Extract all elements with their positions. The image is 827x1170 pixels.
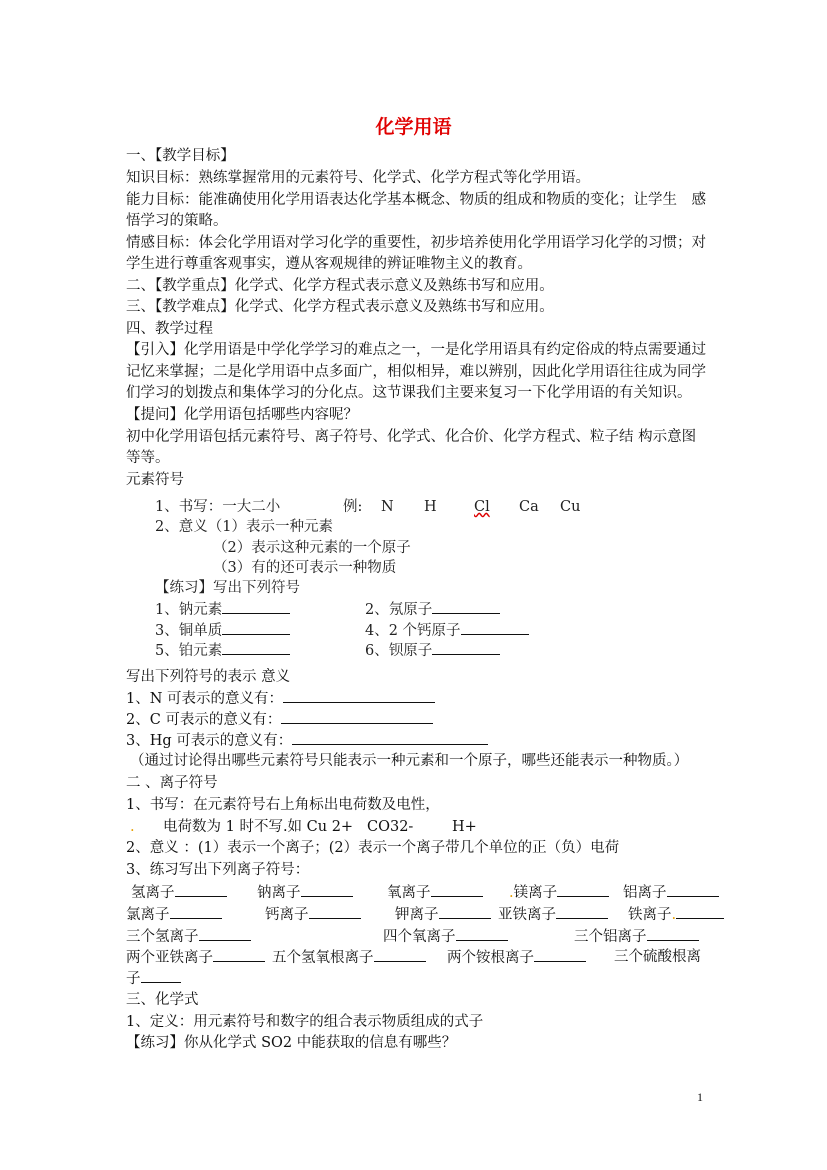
example-symbol: H	[424, 499, 437, 515]
answer-blank[interactable]	[456, 926, 508, 941]
answer-blank[interactable]	[557, 882, 609, 897]
exercise-item: 3、铜单质	[155, 620, 290, 641]
ion-example: H+	[452, 819, 477, 835]
answer-blank[interactable]	[222, 620, 290, 635]
emotion-goal-line2: 学生进行尊重客观事实，遵从客观规律的辨证唯物主义的教育。	[126, 256, 532, 272]
discussion-note: （通过讨论得出哪些元素符号只能表示一种元素和一个原子，哪些还能表示一种物质。）	[130, 753, 689, 769]
ion-item: 氧离子	[387, 882, 483, 903]
ion-item: .镁离子	[509, 882, 609, 903]
example-symbol: Cl	[474, 499, 490, 515]
answer-line2: 等等。	[126, 450, 170, 466]
ion-item: 子	[126, 968, 181, 989]
answer-blank[interactable]	[170, 904, 222, 919]
answer-blank[interactable]	[309, 904, 361, 919]
knowledge-goal: 知识目标：熟练掌握常用的元素符号、化学式、化学方程式等化学用语。	[126, 170, 590, 186]
ion-item: 氯离子	[126, 904, 222, 925]
ion-heading: 二 、离子符号	[126, 775, 218, 791]
ion-item: 三个硫酸根离	[614, 949, 701, 965]
exercise-item: 5、铂元素	[155, 640, 290, 661]
answer-blank[interactable]	[213, 947, 265, 962]
exercise-item: 4、2 个钙原子	[365, 620, 529, 641]
answer-blank[interactable]	[647, 926, 699, 941]
formula-heading: 三、化学式	[126, 992, 199, 1008]
ion-item: 铁离子.	[628, 904, 724, 925]
ion-item: 铝离子	[623, 882, 719, 903]
meaning-question: 1、N 可表示的意义有：	[126, 688, 435, 709]
ion-write: 1、书写：在元素符号右上角标出电荷数及电性，	[126, 797, 440, 813]
goals-heading: 一、【教学目标】	[126, 148, 235, 164]
intro-line1: 【引入】化学用语是中学化学学习的难点之一，一是化学用语具有约定俗成的特点需要通过	[126, 342, 706, 358]
answer-blank[interactable]	[439, 904, 491, 919]
ion-exercise: 3、练习写出下列离子符号：	[126, 862, 310, 878]
ability-goal-line2: 悟学习的策略。	[126, 213, 228, 229]
ion-item: 三个铝离子	[574, 926, 699, 947]
formula-exercise: 【练习】你从化学式 SO2 中能获取的信息有哪些？	[126, 1035, 457, 1051]
example-symbol: Ca	[519, 499, 539, 515]
process-heading: 四、教学过程	[126, 321, 213, 337]
answer-blank[interactable]	[461, 620, 529, 635]
ion-item: 氢离子	[131, 882, 227, 903]
answer-blank[interactable]	[222, 640, 290, 655]
meaning-3: （3）有的还可表示一种物质	[213, 560, 397, 576]
difficulty: 三、【教学难点】化学式、化学方程式表示意义及熟练书写和应用。	[126, 299, 554, 315]
ion-rule: 电荷数为 1 时不写.如 Cu 2+	[163, 819, 354, 835]
example-symbol: Cu	[560, 499, 581, 515]
meaning-2: （2）表示这种元素的一个原子	[213, 540, 411, 556]
emotion-goal-line1: 情感目标：体会化学用语对学习化学的重要性，初步培养使用化学用语学习化学的习惯；对	[126, 235, 706, 251]
page-number: 1	[697, 1090, 703, 1104]
formula-definition: 1、定义：用元素符号和数字的组合表示物质组成的式子	[126, 1014, 484, 1030]
answer-blank[interactable]	[292, 730, 488, 745]
answer-blank[interactable]	[432, 640, 500, 655]
answer-blank[interactable]	[281, 709, 433, 724]
key-point: 二、【教学重点】化学式、化学方程式表示意义及熟练书写和应用。	[126, 278, 554, 294]
answer-blank[interactable]	[199, 926, 251, 941]
ion-meaning: 2、意义 ：(1）表示一个离子；(2）表示一个离子带几个单位的正（负）电荷	[126, 840, 620, 856]
ion-item: 三个氢离子	[126, 926, 251, 947]
ion-item: 五个氢氧根离子	[272, 947, 426, 968]
answer-blank[interactable]	[432, 599, 500, 614]
ion-item: 亚铁离子	[498, 904, 608, 925]
answer-blank[interactable]	[667, 882, 719, 897]
ion-item: 两个铵根离子	[447, 947, 586, 968]
answer-blank[interactable]	[556, 904, 608, 919]
example-label: 例:	[343, 499, 363, 515]
ability-goal-line1: 能力目标：能准确使用化学用语表达化学基本概念、物质的组成和物质的变化；让学生 感	[126, 192, 706, 208]
answer-blank[interactable]	[374, 947, 426, 962]
answer-blank[interactable]	[301, 882, 353, 897]
ion-item: 钠离子	[257, 882, 353, 903]
meanings-heading: 写出下列符号的表示 意义	[126, 669, 291, 685]
answer-blank[interactable]	[431, 882, 483, 897]
ion-example: CO32-	[367, 819, 414, 835]
ion-item: 钙离子	[265, 904, 361, 925]
ion-item: 两个亚铁离子	[126, 947, 265, 968]
element-symbols-heading: 元素符号	[126, 472, 184, 488]
meaning-question: 2、C 可表示的意义有：	[126, 709, 433, 730]
answer-blank[interactable]	[141, 968, 181, 983]
answer-blank[interactable]	[222, 599, 290, 614]
exercise-heading: 【练习】写出下列符号	[155, 580, 300, 596]
ion-dot: .	[130, 819, 135, 835]
answer-blank[interactable]	[534, 947, 586, 962]
exercise-item: 6、钡原子	[365, 640, 500, 661]
answer-line1: 初中化学用语包括元素符号、离子符号、化学式、化合价、化学方程式、粒子结 构示意图	[126, 429, 697, 445]
ion-item: 钾离子	[395, 904, 491, 925]
answer-blank[interactable]	[283, 688, 435, 703]
answer-blank[interactable]	[175, 882, 227, 897]
write-rule: 1、书写：一大二小	[155, 499, 281, 515]
exercise-item: 1、钠元素	[155, 599, 290, 620]
page-title: 化学用语	[375, 116, 452, 138]
meaning-1: 2、意义（1）表示一种元素	[155, 519, 333, 535]
intro-line3: 们学习的划拨点和集体学习的分化点。这节课我们主要来复习一下化学用语的有关知识。	[126, 385, 692, 401]
example-symbol: N	[381, 499, 394, 515]
ion-item: 四个氧离子	[383, 926, 508, 947]
exercise-item: 2、氖原子	[365, 599, 500, 620]
question: 【提问】化学用语包括哪些内容呢？	[126, 407, 358, 423]
answer-blank[interactable]	[676, 904, 724, 919]
meaning-question: 3、Hg 可表示的意义有：	[126, 730, 488, 751]
intro-line2: 记忆来掌握；二是化学用语中点多面广，相似相异，难以辨别，因此化学用语往往成为同学	[126, 364, 706, 380]
